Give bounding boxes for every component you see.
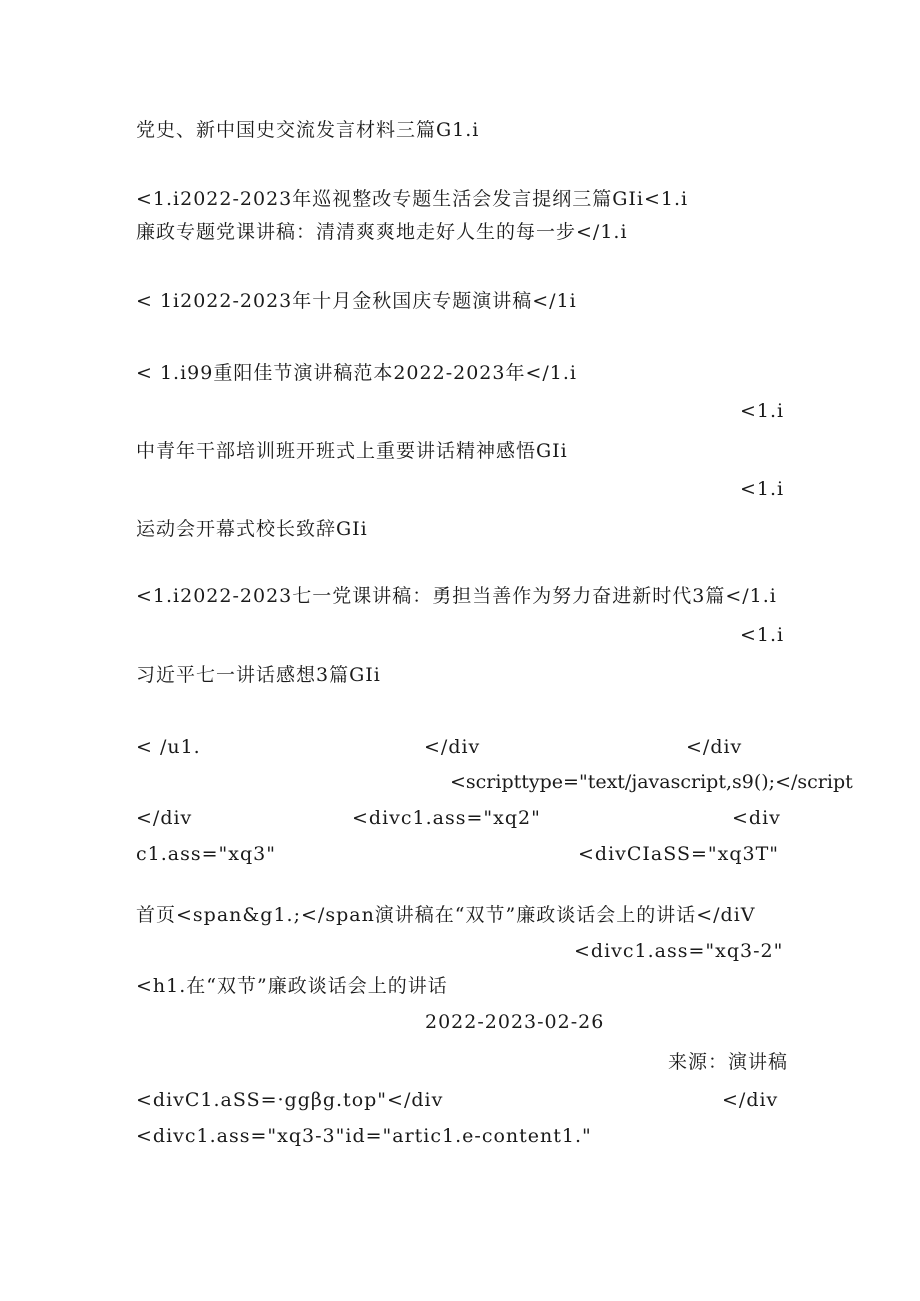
text-line: 中青年干部培训班开班式上重要讲话精神感悟GIi bbox=[136, 440, 568, 462]
text-line: 廉政专题党课讲稿：清清爽爽地走好人生的每一步</1.i bbox=[136, 221, 628, 243]
text-line: < /u1. bbox=[136, 736, 201, 758]
source-line: 来源：演讲稿 bbox=[668, 1051, 789, 1073]
text-line: c1.ass="xq3" bbox=[136, 843, 276, 865]
text-line: 党史、新中国史交流发言材料三篇G1.i bbox=[136, 119, 480, 141]
text-line: </div bbox=[136, 807, 193, 829]
text-line: 习近平七一讲话感想3篇GIi bbox=[136, 664, 381, 686]
text-line: <divc1.ass="xq3-2" bbox=[574, 940, 784, 962]
text-line: <divC1.aSS=·ggβg.top"</div bbox=[136, 1089, 444, 1111]
text-line: <divCIaSS="xq3T" bbox=[578, 843, 779, 865]
text-line: 运动会开幕式校长致辞GIi bbox=[136, 518, 368, 540]
text-line: <scripttype="text/javascript,s9();</script bbox=[450, 771, 853, 793]
text-line: 首页<span&g1.;</span演讲稿在“双节”廉政谈话会上的讲话</diV bbox=[136, 904, 756, 926]
date-line: 2022-2023-02-26 bbox=[425, 1011, 605, 1033]
text-line: </div bbox=[722, 1089, 779, 1111]
text-line: < 1.i99重阳佳节演讲稿范本2022-2023年</1.i bbox=[136, 362, 577, 384]
text-line: <1.i bbox=[740, 478, 785, 500]
text-line: <1.i bbox=[740, 400, 785, 422]
text-line: <div bbox=[732, 807, 781, 829]
text-line: < 1i2022-2023年十月金秋国庆专题演讲稿</1i bbox=[136, 290, 577, 312]
text-line: <1.i2022-2023七一党课讲稿：勇担当善作为努力奋进新时代3篇</1.i bbox=[136, 585, 777, 607]
text-line: <divc1.ass="xq3-3"id="artic1.e-content1." bbox=[136, 1125, 592, 1147]
text-line: </div bbox=[686, 736, 743, 758]
text-line: <divc1.ass="xq2" bbox=[352, 807, 541, 829]
text-line: <1.i bbox=[740, 624, 785, 646]
text-line: <h1.在“双节”廉政谈话会上的讲话 bbox=[136, 975, 448, 997]
text-line: </div bbox=[424, 736, 481, 758]
text-line: <1.i2022-2023年巡视整改专题生活会发言提纲三篇GIi<1.i bbox=[136, 188, 689, 210]
